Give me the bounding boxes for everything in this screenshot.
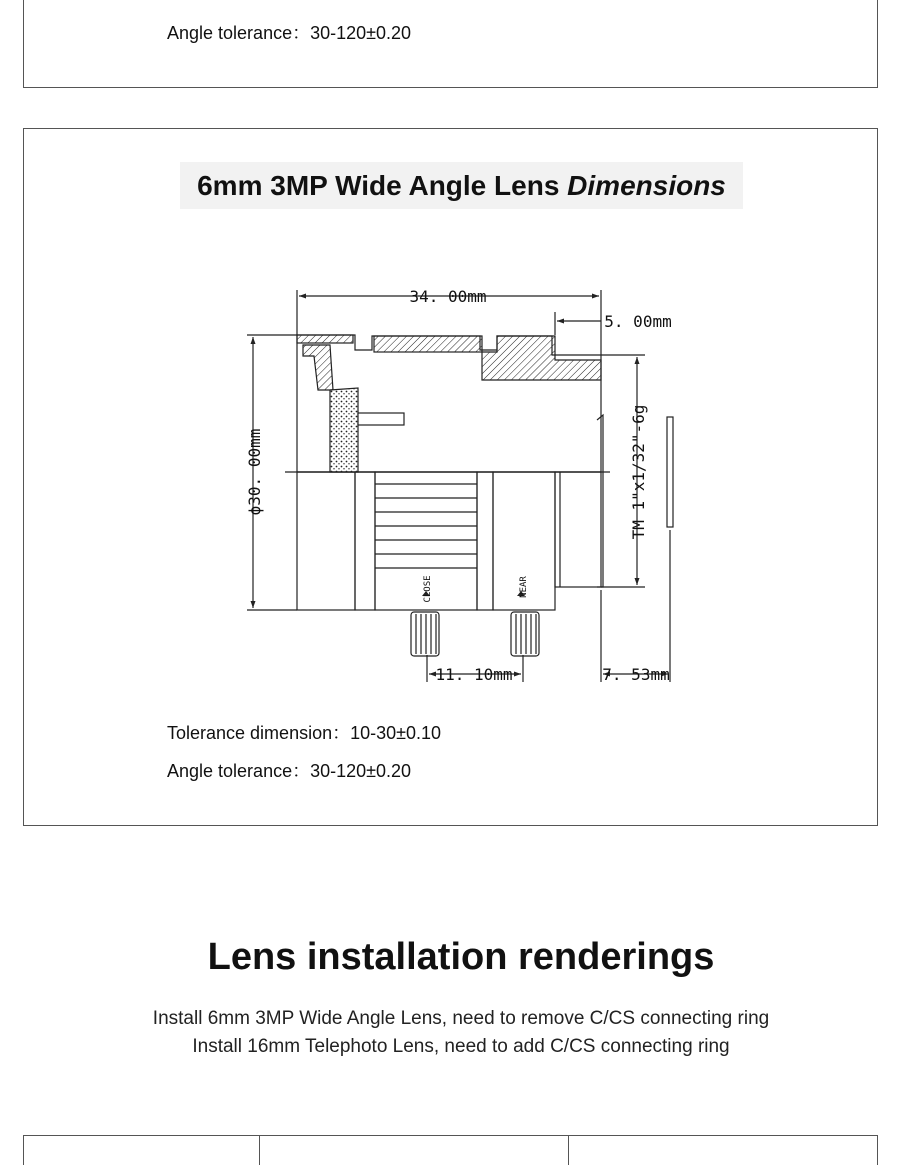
angle-tolerance-label: Angle tolerance： [167,23,311,43]
angle-tolerance-line [167,757,411,783]
dimensions-title-main: 6mm 3MP Wide Angle Lens [197,170,568,201]
length-label: 34. 00mm [409,287,487,306]
lens-dimension-drawing [230,270,700,690]
diameter-label: ϕ30. 00mm [245,428,264,516]
installation-line-1: Install 6mm 3MP Wide Angle Lens, need to remove C/CS connecting ring [152,1008,770,1029]
angle-tolerance-label: Angle tolerance： [167,761,311,781]
tolerance-dimension-line [167,719,441,745]
installation-heading: Lens installation renderings [207,936,715,978]
flange-label: 5. 00mm [604,312,672,331]
tolerance-box-top [23,0,878,88]
angle-tolerance-top [167,19,411,45]
back-focus-label: 7. 53mm [602,665,670,684]
tolerance-dimension-value: 10-30±0.10 [350,723,442,743]
angle-tolerance-value: 30-120±0.20 [310,761,412,781]
installation-line-2: Install 16mm Telephoto Lens, need to add C/CS connecting ring [192,1036,730,1057]
thread-label: TM 1"x1/32"-6g [629,404,648,540]
renderings-table [23,1135,878,1165]
dimensions-title [180,162,743,209]
dimensions-title-emphasis: Dimensions [567,170,726,201]
angle-tolerance-value: 30-120±0.20 [310,23,412,43]
near-label: NEAR [519,576,529,598]
close-label: CLOSE [423,575,433,603]
knob-spacing-label: 11. 10mm [435,665,513,684]
tolerance-dimension-label: Tolerance dimension： [167,723,351,743]
